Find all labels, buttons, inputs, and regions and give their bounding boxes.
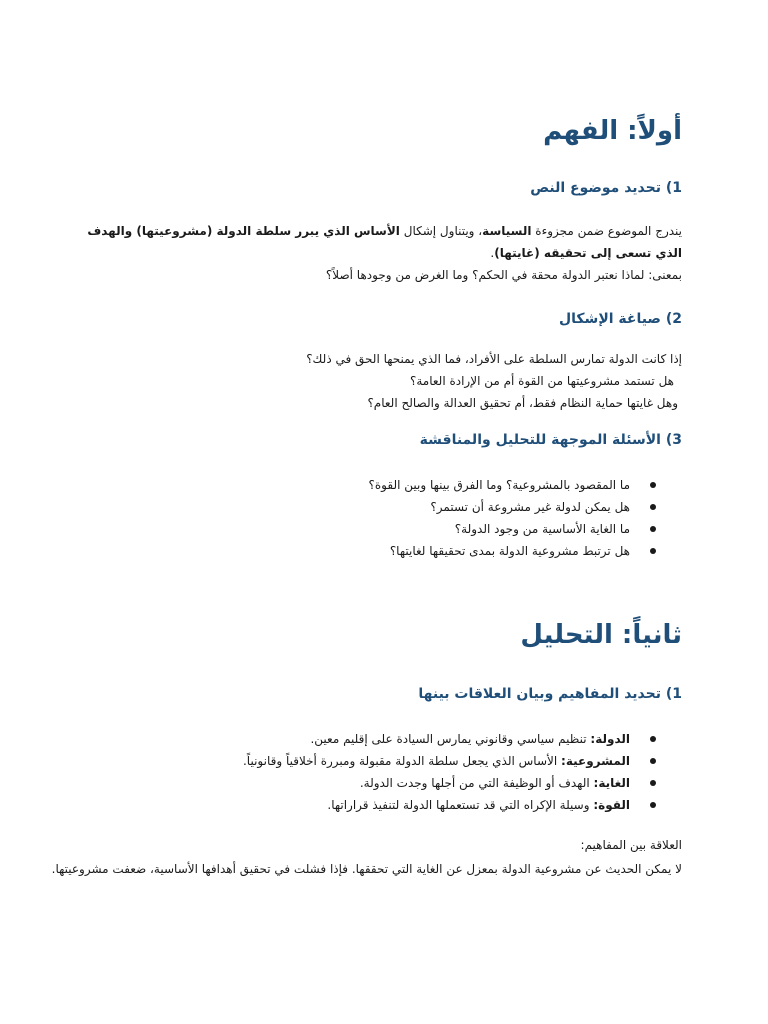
list-item bbox=[243, 772, 656, 794]
relation-label: العلاقة بين المفاهيم: bbox=[580, 838, 682, 852]
bullet-icon bbox=[650, 758, 656, 764]
topic-text-e: . bbox=[490, 246, 495, 260]
concept-term: الغاية: bbox=[593, 776, 630, 790]
topic-text-c: ، ويتناول إشكال bbox=[399, 224, 483, 238]
topic-text-problem: الأساس الذي يبرر سلطة الدولة (مشروعيتها) والهدف الذي تسعى إلى تحقيقه (غايتها) bbox=[87, 224, 682, 260]
list-item bbox=[369, 540, 656, 562]
section-title-analysis: ثانياً: التحليل bbox=[520, 620, 682, 650]
concept-def: تنظيم سياسي وقانوني يمارس السيادة على إقليم معين. bbox=[310, 732, 591, 746]
bullet-icon bbox=[650, 802, 656, 808]
bullet-icon bbox=[650, 780, 656, 786]
meaning-text: لماذا نعتبر الدولة محقة في الحكم؟ وما الغرض من وجودها أصلاً؟ bbox=[325, 268, 649, 282]
bullet-icon bbox=[650, 482, 656, 488]
question-text: هل ترتبط مشروعية الدولة بمدى تحقيقها لغايتها؟ bbox=[389, 544, 630, 558]
meaning-line bbox=[326, 264, 682, 286]
bullet-icon bbox=[650, 504, 656, 510]
concept-def: الأساس الذي يجعل سلطة الدولة مقبولة ومبررة أخلاقياً وقانونياً. bbox=[242, 754, 562, 768]
topic-text-a: يندرج الموضوع ضمن مجزوءة bbox=[531, 224, 682, 238]
concept-term: المشروعية: bbox=[561, 754, 630, 768]
list-item bbox=[369, 474, 656, 496]
subheading-topic: 1) تحديد موضوع النص bbox=[530, 180, 682, 196]
concept-def: وسيلة الإكراه التي قد تستعملها الدولة لتنفيذ قراراتها. bbox=[327, 798, 594, 812]
meaning-label: بمعنى: bbox=[648, 268, 682, 282]
list-item bbox=[243, 750, 656, 772]
problem-lines bbox=[306, 348, 682, 414]
list-item bbox=[369, 496, 656, 518]
topic-paragraph bbox=[86, 220, 682, 264]
problem-line: وهل غايتها حماية النظام فقط، أم تحقيق العدالة والصالح العام؟ bbox=[367, 396, 678, 410]
subheading-questions: 3) الأسئلة الموجهة للتحليل والمناقشة bbox=[419, 432, 682, 448]
section-title-understanding: أولاً: الفهم bbox=[543, 116, 682, 146]
subheading-concepts: 1) تحديد المفاهيم وبيان العلاقات بينها bbox=[418, 686, 682, 702]
topic-text-politics: السياسة bbox=[482, 224, 532, 238]
question-text: ما المقصود بالمشروعية؟ وما الفرق بينها وبين القوة؟ bbox=[368, 478, 630, 492]
bullet-icon bbox=[650, 548, 656, 554]
bullet-icon bbox=[650, 526, 656, 532]
list-item bbox=[243, 794, 656, 816]
concept-def: الهدف أو الوظيفة التي من أجلها وجدت الدولة. bbox=[359, 776, 594, 790]
question-text: ما الغاية الأساسية من وجود الدولة؟ bbox=[454, 522, 630, 536]
relation-text: لا يمكن الحديث عن مشروعية الدولة بمعزل عن الغاية التي تحققها. فإذا فشلت في تحقيق أهدافها الأساسية، ضعفت مشروعيتها. bbox=[51, 862, 682, 876]
subheading-problem: 2) صياغة الإشكال bbox=[559, 311, 682, 327]
bullet-icon bbox=[650, 736, 656, 742]
concepts-list bbox=[243, 728, 656, 816]
question-text: هل يمكن لدولة غير مشروعة أن تستمر؟ bbox=[430, 500, 630, 514]
questions-list bbox=[369, 474, 656, 562]
concept-term: القوة: bbox=[593, 798, 630, 812]
list-item bbox=[243, 728, 656, 750]
problem-line: إذا كانت الدولة تمارس السلطة على الأفراد، فما الذي يمنحها الحق في ذلك؟ bbox=[306, 352, 682, 366]
concept-term: الدولة: bbox=[590, 732, 630, 746]
problem-line: هل تستمد مشروعيتها من القوة أم من الإرادة العامة؟ bbox=[409, 374, 674, 388]
list-item bbox=[369, 518, 656, 540]
